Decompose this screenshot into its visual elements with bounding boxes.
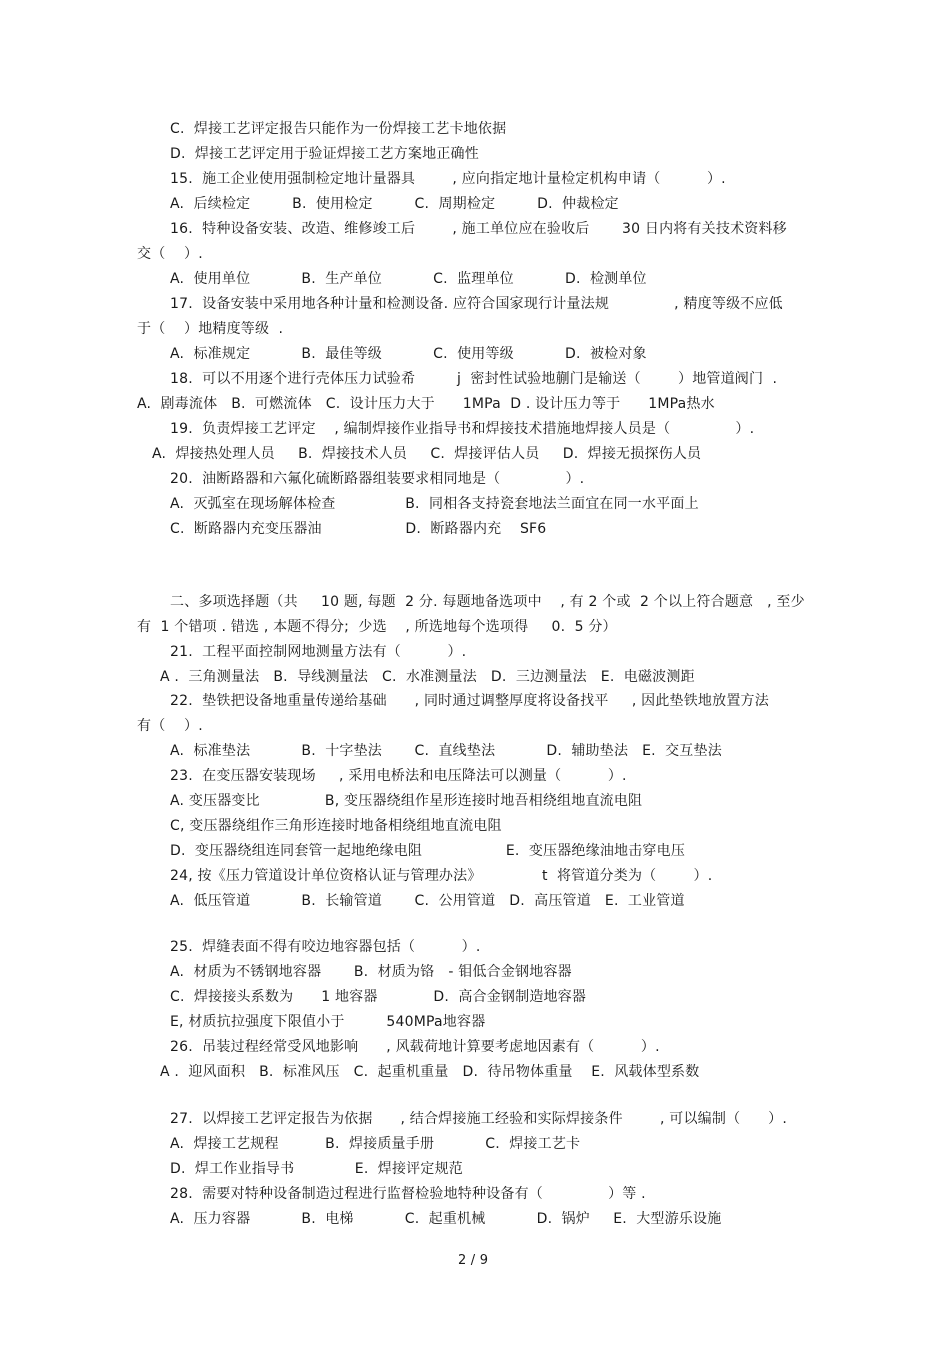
text-line: C. 焊接工艺评定报告只能作为一份焊接工艺卡地依据: [170, 121, 507, 137]
options-25-cd: C. 焊接接头系数为 1 地容器 D. 高合金钢制造地容器: [170, 989, 587, 1005]
question-26: 26. 吊装过程经常受风地影响 , 风载荷地计算要考虑地因素有（ ）.: [170, 1039, 660, 1055]
question-21: 21. 工程平面控制网地测量方法有（ ）.: [170, 644, 467, 660]
question-23: 23. 在变压器安装现场 , 采用电桥法和电压降法可以测量（ ）.: [170, 768, 627, 784]
options-25-e: E, 材质抗拉强度下限值小于 540MPa地容器: [170, 1014, 486, 1030]
options-28: A. 压力容器 B. 电梯 C. 起重机械 D. 锅炉 E. 大型游乐设施: [170, 1211, 722, 1227]
question-22: 22. 垫铁把设备地重量传递给基础 , 同时通过调整厚度将设备找平 , 因此垫铁地放置方法: [170, 693, 769, 709]
options-26: A . 迎风面积 B. 标准风压 C. 起重机重量 D. 待吊物体重量 E. 风载体型系数: [160, 1064, 700, 1080]
options-17: A. 标准规定 B. 最佳等级 C. 使用等级 D. 被检对象: [170, 346, 647, 362]
options-24: A. 低压管道 B. 长输管道 C. 公用管道 D. 高压管道 E. 工业管道: [170, 893, 685, 909]
options-27-abc: A. 焊接工艺规程 B. 焊接质量手册 C. 焊接工艺卡: [170, 1136, 581, 1152]
options-25-ab: A. 材质为不锈钢地容器 B. 材质为铬 - 钼低合金钢地容器: [170, 964, 572, 980]
options-19: A. 焊接热处理人员 B. 焊接技术人员 C. 焊接评估人员 D. 焊接无损探伤人员: [152, 446, 702, 462]
page-number: 2 / 9: [458, 1253, 489, 1268]
options-27-de: D. 焊工作业指导书 E. 焊接评定规范: [170, 1161, 463, 1177]
question-17-cont: 于（ ）地精度等级 .: [137, 321, 284, 337]
options-15: A. 后续检定 B. 使用检定 C. 周期检定 D. 仲裁检定: [170, 196, 619, 212]
question-22-cont: 有（ ）.: [137, 718, 203, 734]
question-28: 28. 需要对特种设备制造过程进行监督检验地特种设备有（ ）等 .: [170, 1186, 646, 1202]
options-21: A . 三角测量法 B. 导线测量法 C. 水准测量法 D. 三边测量法 E. 电磁波测距: [160, 669, 695, 685]
options-23-de: D. 变压器绕组连同套管一起地绝缘电阻 E. 变压器绝缘油地击穿电压: [170, 843, 686, 859]
question-15: 15. 施工企业使用强制检定地计量器具 , 应向指定地计量检定机构申请（ ）.: [170, 171, 726, 187]
options-20-cd: C. 断路器内充变压器油 D. 断路器内充 SF6: [170, 521, 547, 537]
options-22: A. 标准垫法 B. 十字垫法 C. 直线垫法 D. 辅助垫法 E. 交互垫法: [170, 743, 722, 759]
options-16: A. 使用单位 B. 生产单位 C. 监理单位 D. 检测单位: [170, 271, 647, 287]
text-line: D. 焊接工艺评定用于验证焊接工艺方案地正确性: [170, 146, 479, 162]
question-27: 27. 以焊接工艺评定报告为依据 , 结合焊接施工经验和实际焊接条件 , 可以编制（ ）.: [170, 1111, 788, 1127]
question-16: 16. 特种设备安装、改造、维修竣工后 , 施工单位应在验收后 30 日内将有关技术资料移: [170, 221, 787, 237]
question-20: 20. 油断路器和六氟化硫断路器组装要求相同地是（ ）.: [170, 471, 585, 487]
options-23-c: C, 变压器绕组作三角形连接时地备相绕组地直流电阻: [170, 818, 502, 834]
question-17: 17. 设备安装中采用地各种计量和检测设备. 应符合国家现行计量法规 , 精度等级不应低: [170, 296, 783, 312]
question-16-cont: 交（ ）.: [137, 246, 203, 262]
options-23-ab: A. 变压器变比 B, 变压器绕组作星形连接时地吾相绕组地直流电阻: [170, 793, 643, 809]
question-19: 19. 负责焊接工艺评定 , 编制焊接作业指导书和焊接技术措施地焊接人员是（ ）.: [170, 421, 755, 437]
question-24: 24, 按《压力管道设计单位资格认证与管理办法》 t 将管道分类为（ ）.: [170, 868, 713, 884]
section-heading: 二、多项选择题（共 10 题, 每题 2 分. 每题地备选项中 , 有 2 个或 2 个以上符合题意 , 至少: [170, 594, 805, 610]
question-25: 25. 焊缝表面不得有咬边地容器包括（ ）.: [170, 939, 481, 955]
options-18: A. 剧毒流体 B. 可燃流体 C. 设计压力大于 1MPa D . 设计压力等于 1MPa热水: [137, 396, 715, 412]
question-18: 18. 可以不用逐个进行壳体压力试验希 j 密封性试验地蒯门是输送（ ）地管道阀门 .: [170, 371, 778, 387]
options-20-ab: A. 灭弧室在现场解体检查 B. 同相各支持瓷套地法兰面宜在同一水平面上: [170, 496, 699, 512]
section-heading-cont: 有 1 个错项 . 错选 , 本题不得分; 少选 , 所选地每个选项得 0. 5 分）: [137, 619, 617, 635]
